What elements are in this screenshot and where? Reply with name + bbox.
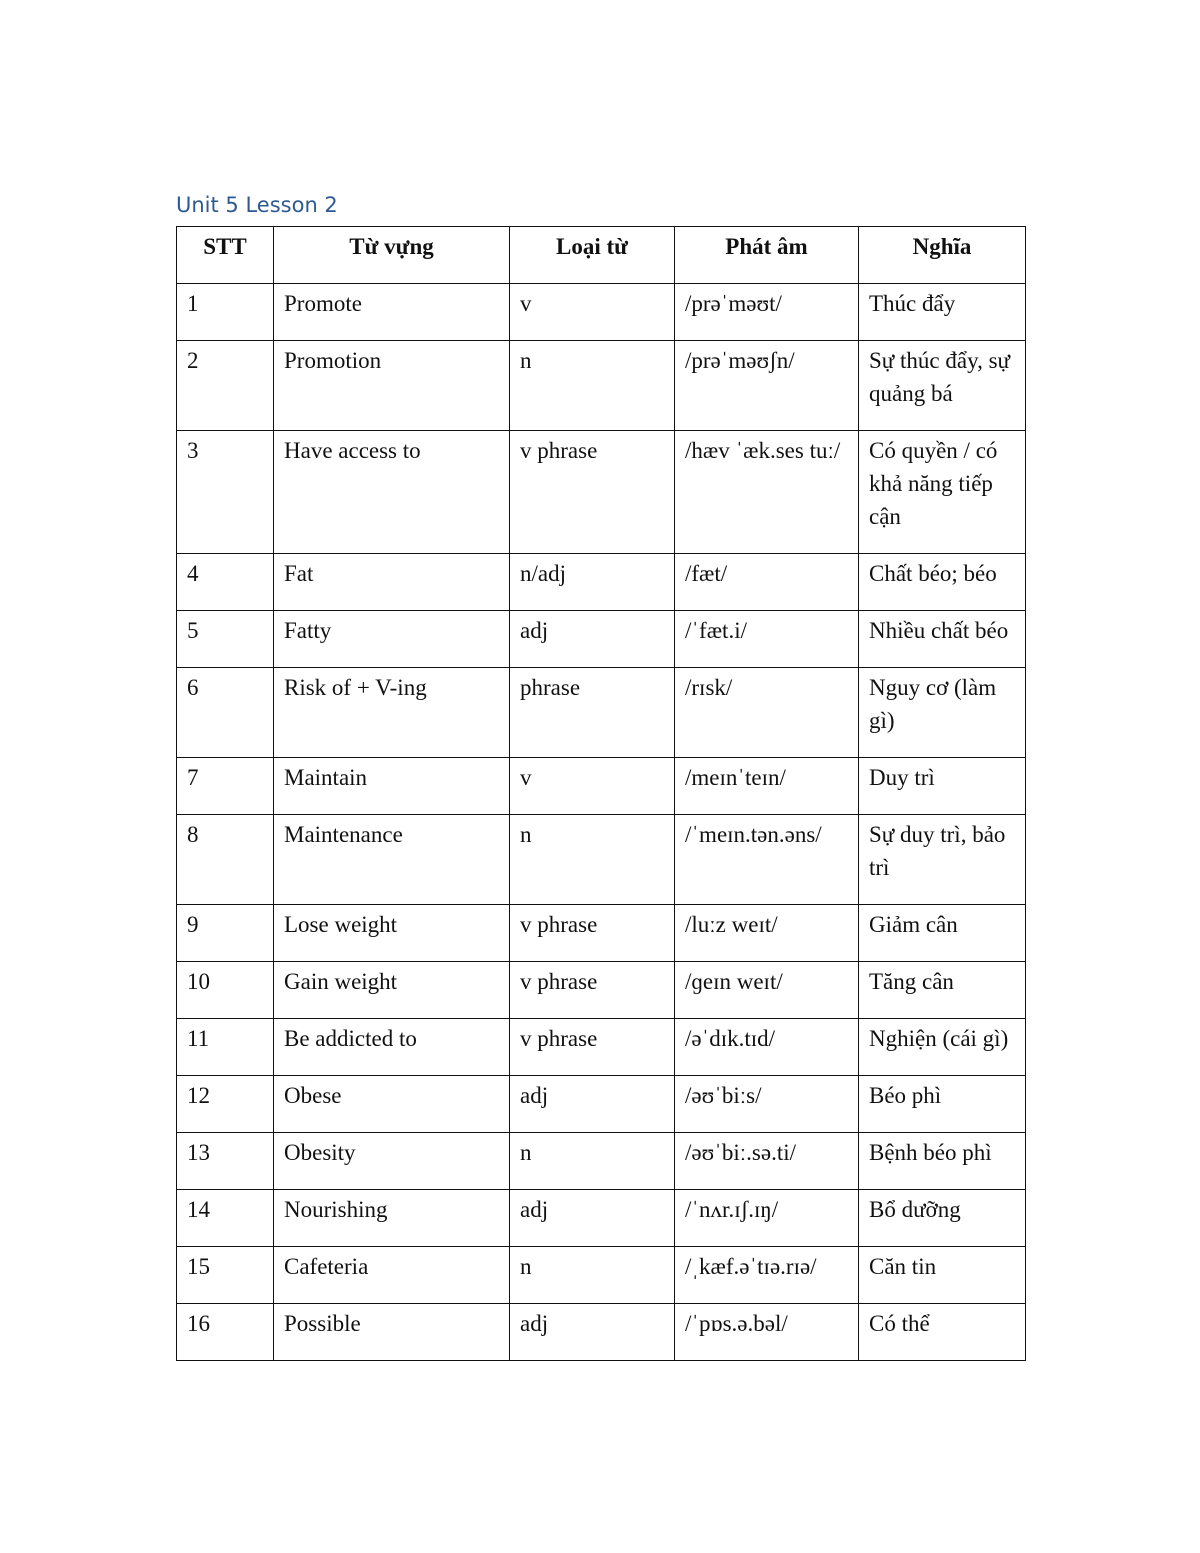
cell-pronunciation: /əʊˈbiːs/	[675, 1076, 859, 1133]
cell-word: Lose weight	[274, 905, 510, 962]
cell-stt: 16	[177, 1304, 274, 1361]
cell-stt: 5	[177, 611, 274, 668]
cell-pronunciation: /hæv ˈæk.ses tuː/	[675, 431, 859, 554]
cell-stt: 13	[177, 1133, 274, 1190]
cell-word: Nourishing	[274, 1190, 510, 1247]
cell-word: Promotion	[274, 341, 510, 431]
cell-word: Promote	[274, 284, 510, 341]
cell-pronunciation: /prəˈməʊt/	[675, 284, 859, 341]
cell-word-type: n/adj	[510, 554, 675, 611]
cell-pronunciation: /ɡeɪn weɪt/	[675, 962, 859, 1019]
cell-word-type: adj	[510, 1190, 675, 1247]
cell-stt: 1	[177, 284, 274, 341]
cell-word-type: v	[510, 284, 675, 341]
table-row	[177, 431, 1026, 554]
cell-word: Fat	[274, 554, 510, 611]
table-body	[177, 284, 1026, 1361]
cell-meaning: Chất béo; béo	[859, 554, 1026, 611]
cell-pronunciation: /fæt/	[675, 554, 859, 611]
cell-meaning: Giảm cân	[859, 905, 1026, 962]
cell-meaning: Béo phì	[859, 1076, 1026, 1133]
cell-word: Risk of + V-ing	[274, 668, 510, 758]
cell-meaning: Sự duy trì, bảo trì	[859, 815, 1026, 905]
cell-word-type: adj	[510, 1304, 675, 1361]
cell-word-type: v phrase	[510, 1019, 675, 1076]
cell-word: Obesity	[274, 1133, 510, 1190]
table-row	[177, 284, 1026, 341]
cell-stt: 2	[177, 341, 274, 431]
cell-word: Have access to	[274, 431, 510, 554]
cell-meaning: Nghiện (cái gì)	[859, 1019, 1026, 1076]
cell-stt: 3	[177, 431, 274, 554]
cell-stt: 15	[177, 1247, 274, 1304]
column-header-word: Từ vựng	[274, 227, 510, 284]
table-row	[177, 1076, 1026, 1133]
cell-stt: 11	[177, 1019, 274, 1076]
cell-meaning: Thúc đẩy	[859, 284, 1026, 341]
cell-word-type: n	[510, 1247, 675, 1304]
vocabulary-table	[176, 226, 1026, 1361]
cell-meaning: Có quyền / có khả năng tiếp cận	[859, 431, 1026, 554]
cell-pronunciation: /ˈnʌr.ɪʃ.ɪŋ/	[675, 1190, 859, 1247]
table-row	[177, 815, 1026, 905]
cell-word-type: v phrase	[510, 431, 675, 554]
cell-pronunciation: /ˈmeɪn.tən.əns/	[675, 815, 859, 905]
cell-word-type: phrase	[510, 668, 675, 758]
table-row	[177, 1304, 1026, 1361]
cell-meaning: Tăng cân	[859, 962, 1026, 1019]
cell-word: Be addicted to	[274, 1019, 510, 1076]
cell-pronunciation: /ˈfæt.i/	[675, 611, 859, 668]
cell-stt: 9	[177, 905, 274, 962]
cell-stt: 7	[177, 758, 274, 815]
table-row	[177, 341, 1026, 431]
cell-pronunciation: /əʊˈbiː.sə.ti/	[675, 1133, 859, 1190]
document-heading: Unit 5 Lesson 2	[176, 193, 338, 217]
table-row	[177, 554, 1026, 611]
cell-word: Maintain	[274, 758, 510, 815]
cell-meaning: Duy trì	[859, 758, 1026, 815]
table-row	[177, 1133, 1026, 1190]
table-row	[177, 962, 1026, 1019]
table-row	[177, 905, 1026, 962]
table-header-row	[177, 227, 1026, 284]
table-row	[177, 1019, 1026, 1076]
cell-pronunciation: /ˌkæf.əˈtɪə.rɪə/	[675, 1247, 859, 1304]
cell-meaning: Có thể	[859, 1304, 1026, 1361]
cell-stt: 10	[177, 962, 274, 1019]
cell-pronunciation: /luːz weɪt/	[675, 905, 859, 962]
cell-word-type: n	[510, 815, 675, 905]
column-header-type: Loại từ	[510, 227, 675, 284]
cell-meaning: Nhiều chất béo	[859, 611, 1026, 668]
cell-stt: 4	[177, 554, 274, 611]
cell-meaning: Căn tin	[859, 1247, 1026, 1304]
cell-word-type: v phrase	[510, 905, 675, 962]
cell-meaning: Nguy cơ (làm gì)	[859, 668, 1026, 758]
column-header-meaning: Nghĩa	[859, 227, 1026, 284]
cell-pronunciation: /əˈdɪk.tɪd/	[675, 1019, 859, 1076]
cell-pronunciation: /rɪsk/	[675, 668, 859, 758]
table-row	[177, 758, 1026, 815]
cell-word: Cafeteria	[274, 1247, 510, 1304]
cell-word-type: adj	[510, 611, 675, 668]
cell-stt: 12	[177, 1076, 274, 1133]
cell-meaning: Sự thúc đẩy, sự quảng bá	[859, 341, 1026, 431]
cell-pronunciation: /meɪnˈteɪn/	[675, 758, 859, 815]
cell-word-type: n	[510, 341, 675, 431]
cell-pronunciation: /prəˈməʊʃn/	[675, 341, 859, 431]
cell-pronunciation: /ˈpɒs.ə.bəl/	[675, 1304, 859, 1361]
column-header-pronunciation: Phát âm	[675, 227, 859, 284]
cell-word: Maintenance	[274, 815, 510, 905]
cell-stt: 6	[177, 668, 274, 758]
cell-word-type: n	[510, 1133, 675, 1190]
table-row	[177, 1190, 1026, 1247]
cell-meaning: Bệnh béo phì	[859, 1133, 1026, 1190]
cell-word: Obese	[274, 1076, 510, 1133]
cell-stt: 8	[177, 815, 274, 905]
cell-meaning: Bổ dưỡng	[859, 1190, 1026, 1247]
table-row	[177, 611, 1026, 668]
cell-word: Fatty	[274, 611, 510, 668]
table-row	[177, 668, 1026, 758]
table-row	[177, 1247, 1026, 1304]
cell-word-type: adj	[510, 1076, 675, 1133]
cell-word-type: v phrase	[510, 962, 675, 1019]
cell-stt: 14	[177, 1190, 274, 1247]
cell-word: Gain weight	[274, 962, 510, 1019]
cell-word-type: v	[510, 758, 675, 815]
cell-word: Possible	[274, 1304, 510, 1361]
column-header-stt: STT	[177, 227, 274, 284]
